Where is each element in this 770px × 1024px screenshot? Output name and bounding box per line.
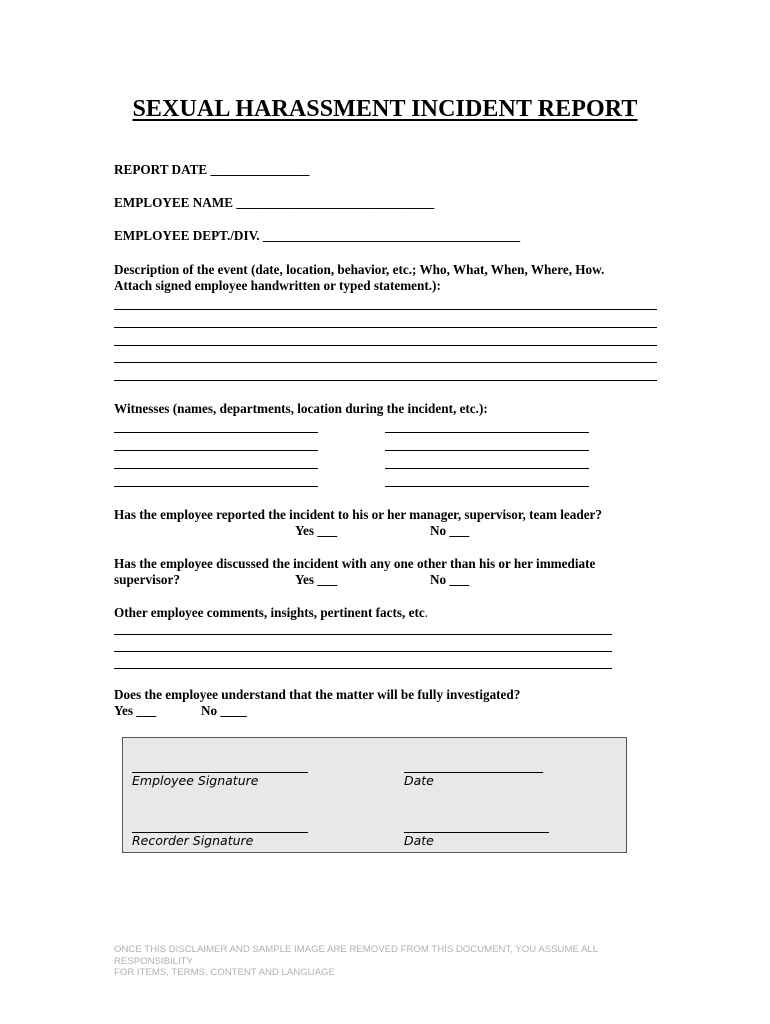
report-date-field[interactable]: REPORT DATE _______________ <box>114 162 310 177</box>
witnesses-label: Witnesses (names, departments, location during the incident, etc.): <box>114 401 488 416</box>
witness-line[interactable] <box>114 486 318 487</box>
question-reported: Has the employee reported the incident to his or her manager, supervisor, team leader? <box>114 507 603 522</box>
q1-yes-option[interactable]: Yes ___ <box>295 523 338 538</box>
q2-no-option[interactable]: No ___ <box>430 572 470 587</box>
employee-name-field[interactable]: EMPLOYEE NAME ______________________________ <box>114 195 435 210</box>
disclaimer-line2: FOR ITEMS, TERMS, CONTENT AND LANGUAGE <box>114 967 335 978</box>
description-line[interactable] <box>114 362 657 363</box>
signature-box <box>122 737 627 853</box>
q1-no-option[interactable]: No ___ <box>430 523 470 538</box>
question-discussed-line2: supervisor? <box>114 572 180 587</box>
witness-line[interactable] <box>114 450 318 451</box>
disclaimer-line1: ONCE THIS DISCLAIMER AND SAMPLE IMAGE ARE REMOVED FROM THIS DOCUMENT, YOU ASSUME ALL RESPONSIBILITY <box>114 944 598 967</box>
description-line[interactable] <box>114 309 657 310</box>
comments-label-period: . <box>424 605 428 620</box>
description-line[interactable] <box>114 327 657 328</box>
q2-yes-option[interactable]: Yes ___ <box>295 572 338 587</box>
comments-label-text: Other employee comments, insights, pertinent facts, etc <box>114 605 425 620</box>
witness-line[interactable] <box>385 468 589 469</box>
comments-label <box>114 605 428 621</box>
q3-no-option[interactable]: No ____ <box>201 703 247 718</box>
page-title: SEXUAL HARASSMENT INCIDENT REPORT <box>132 96 638 122</box>
witness-line[interactable] <box>385 432 589 433</box>
question-discussed-line1: Has the employee discussed the incident with any one other than his or her immediate <box>114 556 596 571</box>
description-label-line1: Description of the event (date, location, behavior, etc.; Who, What, When, Where, How. <box>114 262 605 277</box>
witness-line[interactable] <box>385 450 589 451</box>
question-investigated: Does the employee understand that the matter will be fully investigated? <box>114 687 521 702</box>
comment-line[interactable] <box>114 634 612 635</box>
disclaimer <box>114 944 674 979</box>
recorder-signature-label: Recorder Signature <box>132 833 254 848</box>
description-line[interactable] <box>114 380 657 381</box>
date-label-1: Date <box>404 773 434 788</box>
witness-line[interactable] <box>385 486 589 487</box>
employee-dept-field[interactable]: EMPLOYEE DEPT./DIV. _______________________________________ <box>114 228 521 243</box>
witness-line[interactable] <box>114 432 318 433</box>
q3-yes-option[interactable]: Yes ___ <box>114 703 157 718</box>
comment-line[interactable] <box>114 651 612 652</box>
witness-line[interactable] <box>114 468 318 469</box>
description-line[interactable] <box>114 345 657 346</box>
comment-line[interactable] <box>114 668 612 669</box>
employee-signature-label: Employee Signature <box>132 773 259 788</box>
description-label-line2: Attach signed employee handwritten or typed statement.): <box>114 278 441 293</box>
date-label-2: Date <box>404 833 434 848</box>
